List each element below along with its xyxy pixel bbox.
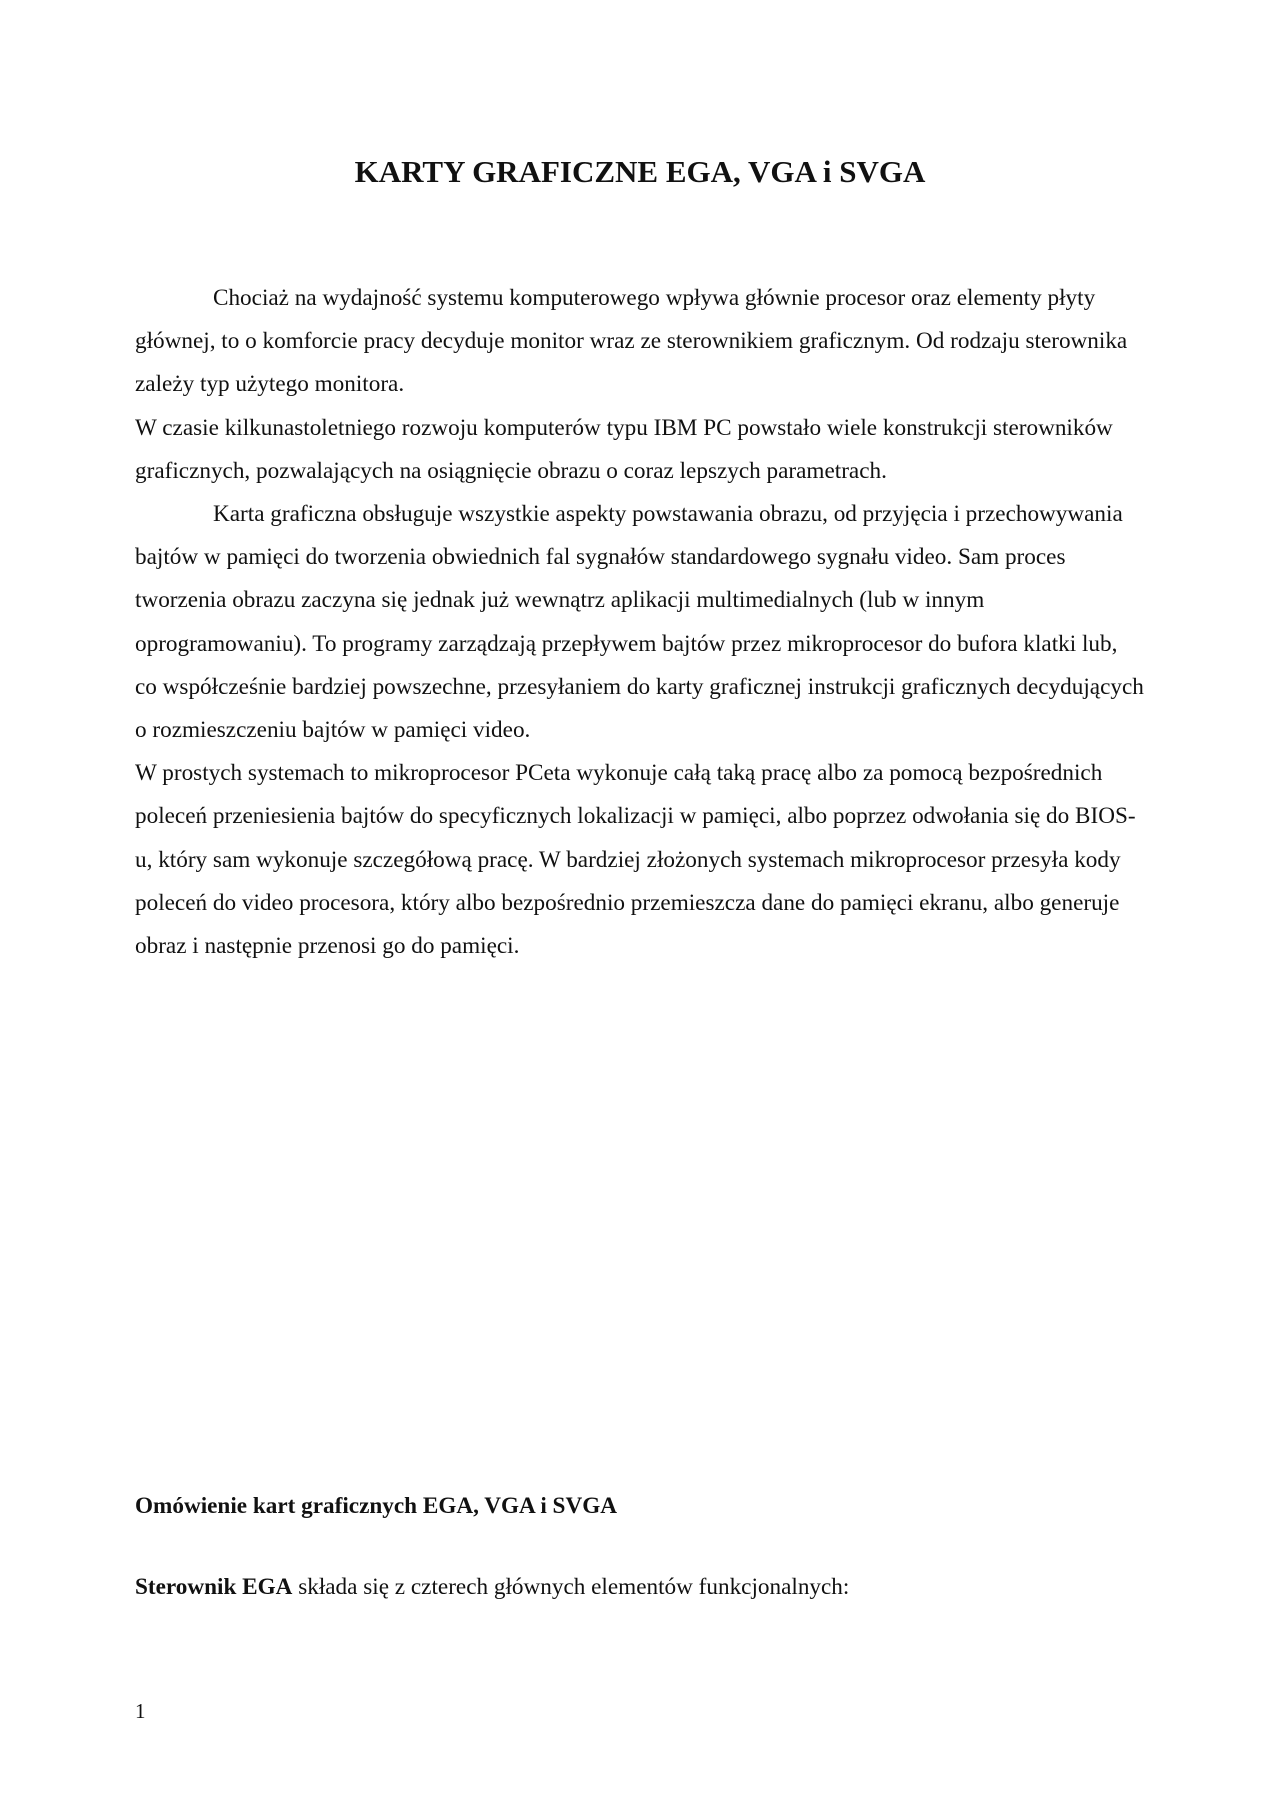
page-title: KARTY GRAFICZNE EGA, VGA i SVGA — [354, 154, 926, 189]
paragraph-3: Karta graficzna obsługuje wszystkie aspekty powstawania obrazu, od przyjęcia i przechowywania bajtów w pamięci do tworzenia obwiednich fal sygnałów standardowego sygnału video. Sam proces tworzenia obrazu zaczyna się jednak już wewnątrz aplikacji multimedialnych (lub w innym oprogramowaniu). To programy zarządzają przepływem bajtów przez mikroprocesor do bufora klatki lub, co współcześnie bardziej powszechne, przesyłaniem do karty graficznej instrukcji graficznych decydujących o rozmieszczeniu bajtów w pamięci video. — [135, 501, 1144, 744]
page-number: 1 — [135, 1699, 146, 1723]
section-heading: Omówienie kart graficznych EGA, VGA i SVGA — [135, 1493, 617, 1519]
paragraph-2: W czasie kilkunastoletniego rozwoju komputerów typu IBM PC powstało wiele konstrukcji sterowników graficznych, pozwalających na osiągnięcie obrazu o coraz lepszych parametrach. — [135, 414, 1113, 484]
section-intro-line — [135, 1571, 849, 1603]
paragraph-4: W prostych systemach to mikroprocesor PCeta wykonuje całą taką pracę albo za pomocą bezpośrednich poleceń przeniesienia bajtów do specyficznych lokalizacji w pamięci, albo poprzez odwołania się do BIOS-u, który sam wykonuje szczegółową pracę. W bardziej złożonych systemach mikroprocesor przesyła kody poleceń do video procesora, który albo bezpośrednio przemieszcza dane do pamięci ekranu, albo generuje obraz i następnie przenosi go do pamięci. — [135, 760, 1136, 960]
paragraph-1: Chociaż na wydajność systemu komputerowego wpływa głównie procesor oraz elementy płyty głównej, to o komforcie pracy decyduje monitor wraz ze sterownikiem graficznym. Od rodzaju sterownika zależy typ użytego monitora. — [135, 285, 1128, 398]
section-intro-bold: Sterownik EGA — [135, 1574, 293, 1600]
section-intro-text: składa się z czterech głównych elementów funkcjonalnych: — [292, 1574, 850, 1600]
body-text — [135, 277, 1145, 968]
